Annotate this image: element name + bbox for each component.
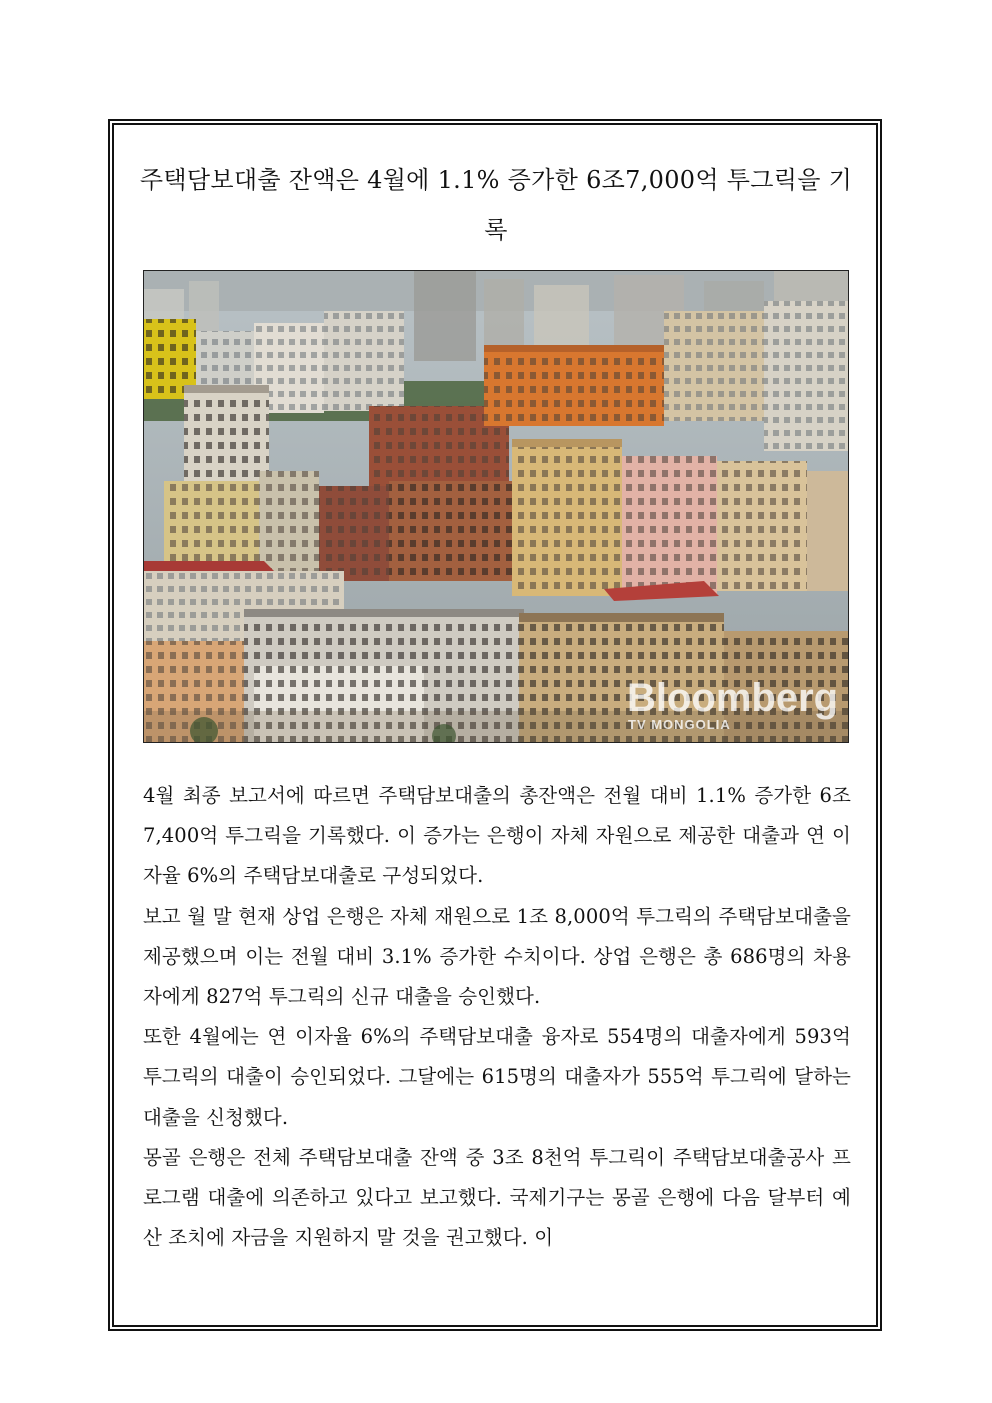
watermark-logo: Bloomberg [627, 676, 839, 720]
article-body [143, 776, 851, 1258]
paragraph: 보고 월 말 현재 상업 은행은 자체 재원으로 1조 8,000억 투그릭의 주택담보대출을 제공했으며 이는 전월 대비 3.1% 증가한 수치이다. 상업 은행은 총 686명의 차용자에게 827억 투그릭의 신규 대출을 승인했다. [143, 904, 851, 1009]
paragraph: 또한 4월에는 연 이자율 6%의 주택담보대출 융자로 554명의 대출자에게 593억 투그릭의 대출이 승인되었다. 그달에는 615명의 대출자가 555억 투그릭에 달하는 대출을 신청했다. [143, 1025, 851, 1129]
paragraph: 몽골 은행은 전체 주택담보대출 잔액 중 3조 8천억 투그릭이 주택담보대출공사 프로그램 대출에 의존하고 있다고 보고했다. 국제기구는 몽골 은행에 다음 달부터 예산 조치에 자금을 지원하지 말 것을 권고했다. 이 [143, 1145, 851, 1250]
paragraph: 4월 최종 보고서에 따르면 주택담보대출의 총잔액은 전월 대비 1.1% 증가한 6조 7,400억 투그릭을 기록했다. 이 증가는 은행이 자체 자원으로 제공한 대출과 연 이자율 6%의 주택담보대출로 구성되었다. [143, 784, 851, 888]
article-photo [143, 270, 849, 743]
watermark-sublogo: TV MONGOLIA [628, 717, 731, 732]
article-title: 주택담보대출 잔액은 4월에 1.1% 증가한 6조7,000억 투그릭을 기록 [139, 166, 853, 244]
